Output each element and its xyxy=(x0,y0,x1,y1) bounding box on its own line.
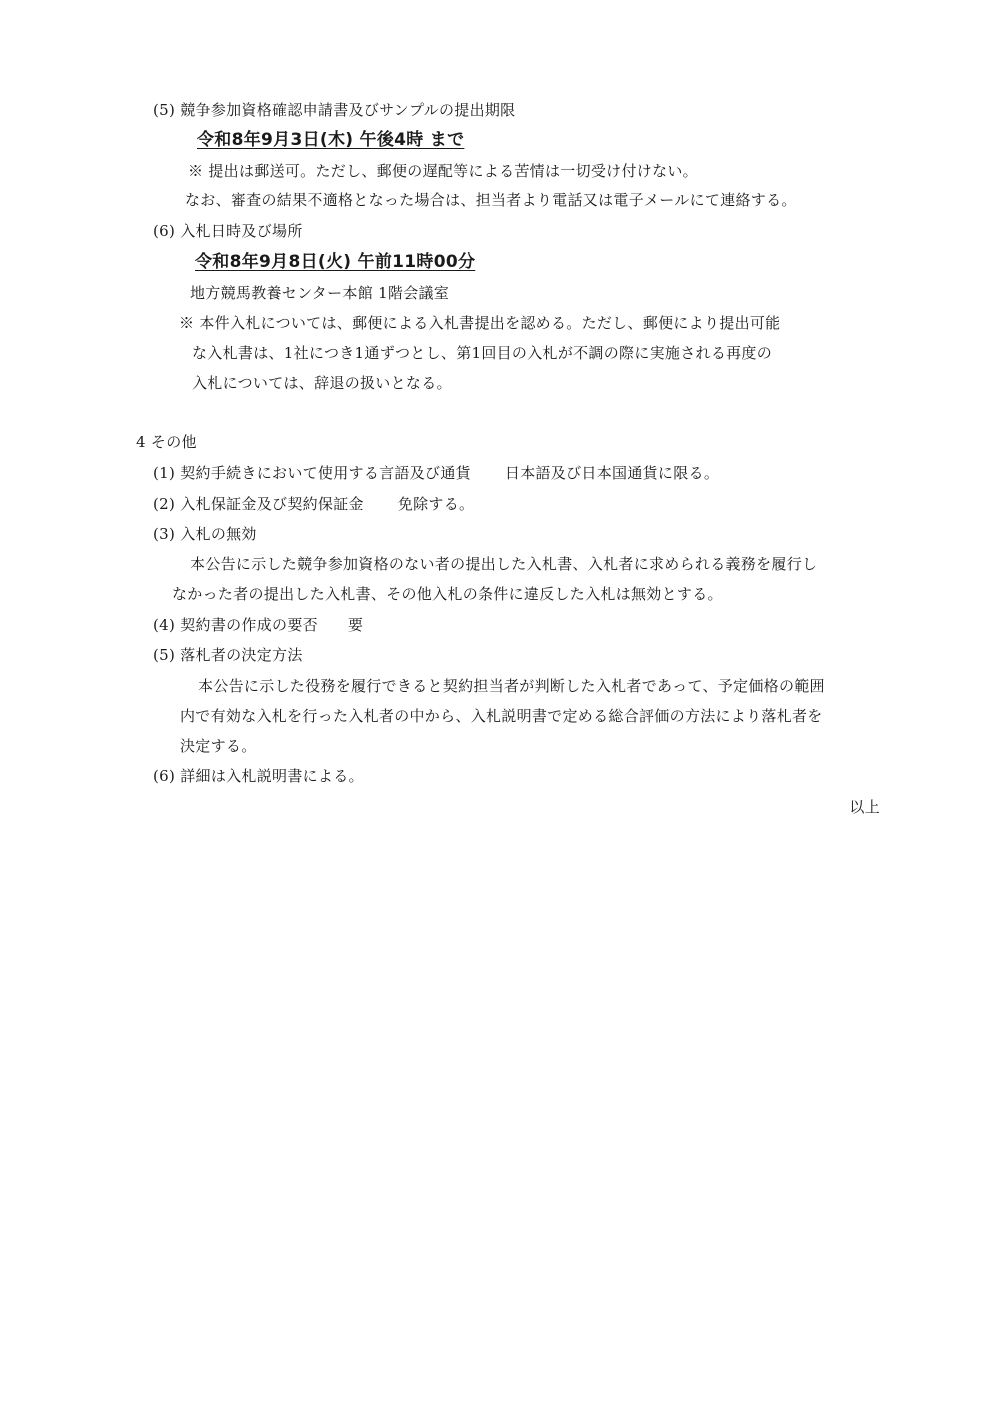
other-item-2 xyxy=(153,494,474,514)
item-5-body-line: 決定する。 xyxy=(180,737,257,755)
item-1-label: (1) 契約手続きにおいて使用する言語及び通貨 xyxy=(153,464,471,482)
item-6-label: (6) 詳細は入札説明書による。 xyxy=(153,767,364,785)
item-2-value: 免除する。 xyxy=(397,495,475,513)
bid-mail-note-line: 入札については、辞退の扱いとなる。 xyxy=(192,374,452,392)
item-5-label: (5) 落札者の決定方法 xyxy=(153,646,303,664)
item-2-label: (2) 入札保証金及び契約保証金 xyxy=(153,495,364,513)
item-4-value: 要 xyxy=(347,616,364,634)
submission-deadline-datetime: 令和8年9月3日(木) 午後4時 まで xyxy=(197,130,465,150)
item-5-submission-deadline-label: (5) 競争参加資格確認申請書及びサンプルの提出期限 xyxy=(153,101,516,119)
submission-note-mail: ※ 提出は郵送可。ただし、郵便の遅配等による苦情は一切受け付けない。 xyxy=(188,162,698,180)
item-1-value: 日本語及び日本国通貨に限る。 xyxy=(504,464,720,482)
item-3-body-line: なかった者の提出した入札書、その他入札の条件に違反した入札は無効とする。 xyxy=(172,585,723,603)
bid-mail-note-line: ※ 本件入札については、郵便による入札書提出を認める。ただし、郵便により提出可能 xyxy=(179,314,781,332)
bid-datetime: 令和8年9月8日(火) 午前11時00分 xyxy=(195,252,476,272)
item-5-body-line: 本公告に示した役務を履行できると契約担当者が判断した入札者であって、予定価格の範囲 xyxy=(198,677,825,695)
item-3-label: (3) 入札の無効 xyxy=(153,525,257,543)
item-4-label: (4) 契約書の作成の要否 xyxy=(153,616,318,634)
closing-mark: 以上 xyxy=(849,798,880,816)
item-3-body-line: 本公告に示した競争参加資格のない者の提出した入札書、入札者に求められる義務を履行し xyxy=(190,555,818,573)
other-item-1 xyxy=(153,463,719,483)
submission-note-disqualification: なお、審査の結果不適格となった場合は、担当者より電話又は電子メールにて連絡する。 xyxy=(185,191,797,209)
item-6-bid-datetime-place-label: (6) 入札日時及び場所 xyxy=(153,222,303,240)
bid-mail-note-line: な入札書は、1社につき1通ずつとし、第1回目の入札が不調の際に実施される再度の xyxy=(192,344,773,362)
section-4-heading: 4 その他 xyxy=(136,433,197,451)
other-item-4 xyxy=(153,615,363,635)
bid-place: 地方競馬教養センター本館 1階会議室 xyxy=(190,284,450,302)
item-5-body-line: 内で有効な入札を行った入札者の中から、入札説明書で定める総合評価の方法により落札者を xyxy=(180,707,823,725)
